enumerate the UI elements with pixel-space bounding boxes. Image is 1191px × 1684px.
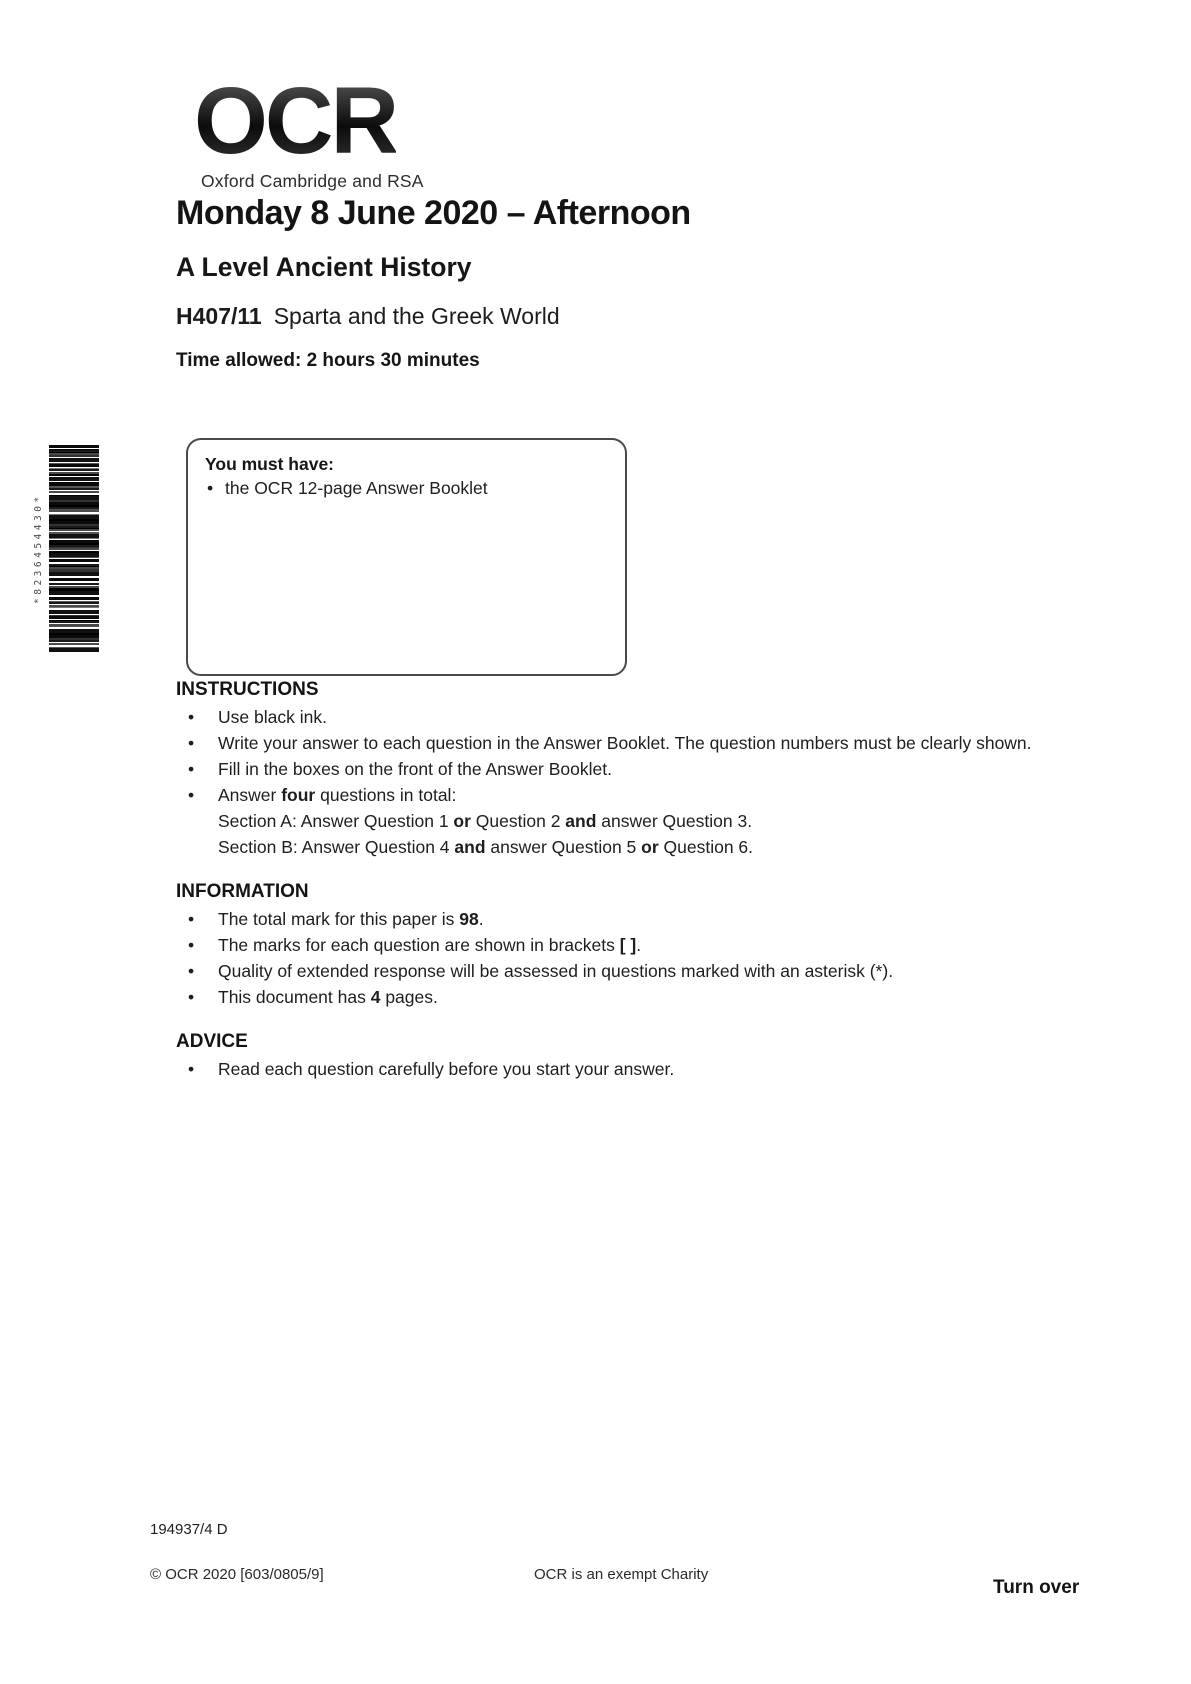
advice-text: Read each question carefully before you start your answer. bbox=[218, 1059, 675, 1079]
front-page-rubric bbox=[176, 676, 1032, 1082]
rule-text-bold: and bbox=[454, 837, 486, 857]
instruction-item bbox=[176, 756, 1032, 782]
information-text: . bbox=[478, 909, 484, 929]
instruction-item bbox=[176, 782, 1032, 860]
instruction-text: Use black ink. bbox=[218, 707, 327, 727]
information-text-bold: [ ] bbox=[619, 935, 637, 955]
instruction-text: questions in total: bbox=[315, 785, 457, 805]
qualification-title: A Level Ancient History bbox=[176, 252, 472, 282]
advice-item bbox=[176, 1056, 1032, 1082]
paper-title: Sparta and the Greek World bbox=[273, 303, 560, 329]
information-text: This document has bbox=[218, 987, 371, 1007]
barcode bbox=[33, 445, 99, 652]
information-text-bold: 98 bbox=[459, 909, 479, 929]
information-text: Quality of extended response will be assessed in questions marked with an asterisk (*). bbox=[218, 961, 894, 981]
rule-text: answer Question 5 bbox=[485, 837, 642, 857]
rule-text: Section B: Answer Question 4 bbox=[218, 837, 455, 857]
exam-date-title: Monday 8 June 2020 – Afternoon bbox=[176, 194, 691, 232]
information-text: The marks for each question are shown in brackets bbox=[218, 935, 620, 955]
ocr-logo-subtitle: Oxford Cambridge and RSA bbox=[201, 171, 424, 191]
turn-over-label: Turn over bbox=[993, 1577, 1080, 1598]
information-text-bold: 4 bbox=[370, 987, 381, 1007]
information-heading: INFORMATION bbox=[176, 881, 309, 902]
information-text: pages. bbox=[380, 987, 438, 1007]
information-item bbox=[176, 984, 1032, 1010]
instruction-item bbox=[176, 704, 1032, 730]
section-a-rule bbox=[218, 808, 1032, 834]
instruction-text: Write your answer to each question in the Answer Booklet. The question numbers must be clearly shown. bbox=[218, 733, 1032, 753]
rule-text: Question 6. bbox=[658, 837, 754, 857]
instructions-list bbox=[176, 704, 1032, 860]
rule-text-bold: or bbox=[641, 837, 659, 857]
rule-text: answer Question 3. bbox=[596, 811, 753, 831]
time-allowed: Time allowed: 2 hours 30 minutes bbox=[176, 350, 480, 371]
instruction-text-bold: four bbox=[281, 785, 316, 805]
rule-text-bold: and bbox=[565, 811, 597, 831]
copyright-line: © OCR 2020 [603/0805/9] bbox=[150, 1566, 324, 1583]
information-list bbox=[176, 906, 1032, 1010]
information-text: . bbox=[636, 935, 642, 955]
rule-text: Question 2 bbox=[470, 811, 566, 831]
instruction-text: Fill in the boxes on the front of the Answer Booklet. bbox=[218, 759, 612, 779]
you-must-have-item: • the OCR 12-page Answer Booklet bbox=[205, 476, 607, 500]
barcode-bars-image bbox=[49, 445, 99, 652]
charity-line: OCR is an exempt Charity bbox=[534, 1566, 709, 1583]
instructions-heading: INSTRUCTIONS bbox=[176, 679, 319, 700]
you-must-have-box bbox=[186, 438, 627, 676]
rule-text-bold: or bbox=[453, 811, 471, 831]
instructions-section bbox=[176, 676, 1032, 860]
section-b-rule bbox=[218, 834, 1032, 860]
barcode-number: *8236454430* bbox=[33, 493, 44, 604]
advice-list bbox=[176, 1056, 1032, 1082]
information-item bbox=[176, 932, 1032, 958]
information-item bbox=[176, 958, 1032, 984]
rule-text: Section A: Answer Question 1 bbox=[218, 811, 454, 831]
information-section bbox=[176, 878, 1032, 1010]
ocr-logo: OCR bbox=[194, 68, 397, 174]
paper-code: H407/11 bbox=[176, 303, 262, 329]
information-item bbox=[176, 906, 1032, 932]
advice-section bbox=[176, 1028, 1032, 1082]
advice-heading: ADVICE bbox=[176, 1031, 248, 1052]
instruction-item bbox=[176, 730, 1032, 756]
paper-title-line bbox=[176, 303, 560, 330]
instruction-text: Answer bbox=[218, 785, 282, 805]
you-must-have-title: You must have: bbox=[205, 454, 335, 474]
document-reference: 194937/4 D bbox=[150, 1521, 228, 1538]
information-text: The total mark for this paper is bbox=[218, 909, 460, 929]
